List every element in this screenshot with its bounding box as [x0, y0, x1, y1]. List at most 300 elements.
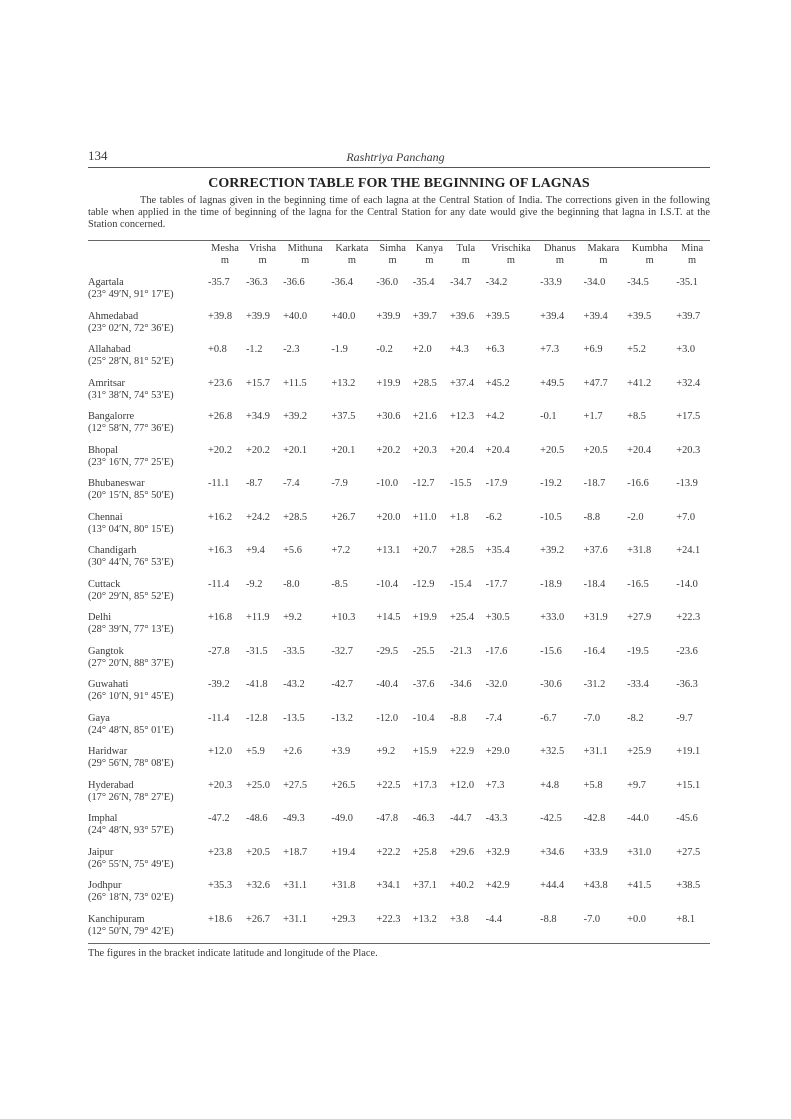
correction-value: -46.3 [412, 813, 435, 824]
station-name: Guwahati [88, 679, 129, 690]
correction-value: +20.7 [412, 545, 437, 556]
correction-value: +14.5 [376, 612, 401, 623]
correction-value: +39.7 [676, 310, 701, 322]
station-cell [88, 311, 206, 345]
correction-value: -41.8 [245, 679, 268, 690]
correction-value: +20.3 [208, 779, 233, 791]
correction-value: +34.1 [376, 880, 401, 891]
correction-value: +6.3 [485, 344, 505, 355]
correction-value: -33.4 [627, 679, 649, 690]
correction-value: -10.5 [540, 511, 562, 523]
correction-value: +23.6 [208, 377, 233, 389]
station-coordinates: (23° 02′N, 72° 36′E) [88, 322, 174, 334]
correction-value: +31.8 [627, 545, 652, 556]
correction-value: +20.5 [540, 444, 565, 456]
station-name: Jodhpur [88, 880, 122, 891]
column-header-kanya [411, 243, 448, 277]
correction-value: -21.3 [449, 645, 472, 657]
correction-value: +29.3 [331, 913, 356, 925]
correction-value: -36.3 [676, 679, 698, 690]
correction-value: +39.2 [540, 545, 565, 556]
station-coordinates: (28° 39′N, 77° 13′E) [88, 624, 174, 635]
correction-value: +39.5 [485, 310, 510, 322]
correction-value: +22.2 [376, 846, 401, 858]
correction-value: -8.7 [245, 478, 263, 489]
station-name: Gaya [88, 712, 110, 724]
correction-value: -44.7 [449, 813, 472, 824]
correction-value: +9.4 [245, 545, 265, 556]
correction-value: +45.2 [485, 377, 510, 389]
correction-value: +7.2 [331, 545, 351, 556]
correction-value: +9.2 [376, 746, 396, 757]
correction-value: +12.0 [449, 779, 475, 791]
station-coordinates: (29° 56′N, 78° 08′E) [88, 758, 174, 769]
correction-value: -33.9 [540, 277, 562, 288]
correction-value: +7.3 [485, 779, 505, 791]
column-name: Dhanus [544, 243, 576, 254]
correction-value: +37.4 [449, 377, 475, 389]
column-name: Vrischika [491, 243, 531, 254]
correction-value: -23.6 [676, 645, 698, 657]
column-unit: m [461, 255, 470, 266]
correction-value: +32.4 [676, 377, 701, 389]
correction-value: +5.8 [583, 779, 603, 791]
correction-value: +15.9 [412, 746, 437, 757]
correction-value: +39.2 [283, 411, 308, 422]
correction-value: +33.0 [540, 612, 565, 623]
correction-value: +3.9 [331, 746, 351, 757]
correction-value: -47.2 [208, 813, 230, 824]
station-coordinates: (30° 44′N, 76° 53′E) [88, 557, 174, 568]
correction-value: +20.2 [245, 444, 270, 456]
correction-value: +31.8 [331, 880, 356, 891]
station-name: Bhubaneswar [88, 478, 145, 489]
correction-value: -17.9 [485, 478, 508, 489]
correction-value: +20.1 [283, 444, 308, 456]
correction-value: +26.5 [331, 779, 356, 791]
station-name: Allahabad [88, 344, 131, 355]
correction-value: +39.7 [412, 310, 437, 322]
column-name: Tula [456, 243, 476, 254]
correction-value: +4.8 [540, 779, 560, 791]
station-coordinates: (23° 16′N, 77° 25′E) [88, 456, 174, 468]
station-name: Delhi [88, 612, 112, 623]
correction-value: +26.8 [208, 411, 233, 422]
correction-value: +19.9 [376, 377, 401, 389]
correction-value: -34.0 [583, 277, 606, 288]
correction-value: +37.1 [412, 880, 437, 891]
correction-value: +20.0 [376, 511, 401, 523]
station-name: Jaipur [88, 846, 114, 858]
correction-value: -43.2 [283, 679, 305, 690]
correction-value: +11.0 [412, 511, 437, 523]
correction-value: -6.2 [485, 511, 503, 523]
correction-value: +39.8 [208, 310, 233, 322]
correction-value: +39.4 [583, 310, 608, 322]
page-number: 134 [88, 148, 108, 163]
correction-value: +31.1 [583, 746, 608, 757]
column-header-mithuna [281, 243, 329, 277]
station-cell [88, 612, 206, 646]
table-row [88, 746, 710, 780]
correction-value: +28.5 [449, 545, 475, 556]
correction-value: +8.1 [676, 913, 696, 925]
table-row [88, 579, 710, 613]
column-unit: m [555, 255, 564, 266]
station-coordinates: (31° 38′N, 74° 53′E) [88, 389, 174, 401]
correction-value: +17.3 [412, 779, 437, 791]
correction-value: +8.5 [627, 411, 647, 422]
correction-value: +16.2 [208, 511, 233, 523]
correction-value: -8.8 [540, 913, 557, 925]
column-unit: m [388, 255, 397, 266]
city-column-header [88, 243, 206, 277]
correction-value: +18.7 [283, 846, 308, 858]
correction-value: +25.0 [245, 779, 270, 791]
correction-value: +20.4 [627, 444, 652, 456]
column-header-tula [448, 243, 484, 277]
correction-value: +31.1 [283, 913, 308, 925]
correction-value: +30.6 [376, 411, 401, 422]
station-cell [88, 914, 206, 948]
correction-value: +19.4 [331, 846, 356, 858]
station-name: Chennai [88, 511, 123, 523]
column-header-mesha [206, 243, 244, 277]
correction-value: +33.9 [583, 846, 608, 858]
correction-value: +22.9 [449, 746, 475, 757]
correction-value: +16.8 [208, 612, 233, 623]
station-name: Bangalorre [88, 411, 135, 422]
correction-value: -0.2 [376, 344, 393, 355]
correction-value: +20.3 [676, 444, 701, 456]
station-name: Ahmedabad [88, 310, 139, 322]
correction-value: +20.5 [583, 444, 608, 456]
correction-value: -11.4 [208, 712, 230, 724]
correction-value: -42.8 [583, 813, 606, 824]
correction-value: +30.5 [485, 612, 510, 623]
correction-value: -2.3 [283, 344, 300, 355]
table-row [88, 679, 710, 713]
correction-value: -42.5 [540, 813, 562, 824]
correction-value: -44.0 [627, 813, 649, 824]
station-cell [88, 411, 206, 445]
correction-value: -16.6 [627, 478, 649, 489]
station-coordinates: (13° 04′N, 80° 15′E) [88, 523, 174, 535]
correction-value: -8.0 [283, 578, 300, 590]
correction-value: +20.1 [331, 444, 356, 456]
station-coordinates: (12° 58′N, 77° 36′E) [88, 423, 174, 434]
correction-value: +18.6 [208, 913, 233, 925]
correction-value: +1.8 [449, 511, 469, 523]
correction-value: +28.5 [412, 377, 437, 389]
correction-value: -36.3 [245, 277, 268, 288]
intro-text: The tables of lagnas given in the beginning time of each lagna at the Central Station of India. The corrections given in the following table when applied in the time of beginning of the lagna for the Central Station for any date would give the beginning that lagna in I.S.T. at the Station concerned. [88, 195, 710, 230]
correction-value: +25.8 [412, 846, 437, 858]
column-unit: m [688, 255, 697, 266]
correction-value: -8.5 [331, 578, 348, 590]
correction-value: +22.3 [676, 612, 701, 623]
table-row [88, 344, 710, 378]
station-name: Bhopal [88, 444, 119, 456]
correction-value: -7.0 [583, 913, 601, 925]
correction-value: +20.2 [208, 444, 233, 456]
correction-value: +19.9 [412, 612, 437, 623]
station-cell [88, 746, 206, 780]
station-cell [88, 478, 206, 512]
table-row [88, 512, 710, 546]
column-unit: m [301, 255, 310, 266]
table-row [88, 612, 710, 646]
correction-value: -34.6 [449, 679, 472, 690]
correction-value: +27.9 [627, 612, 652, 623]
correction-value: +26.7 [331, 511, 356, 523]
column-name: Mithuna [287, 243, 323, 254]
correction-value: +6.9 [583, 344, 603, 355]
correction-value: -42.7 [331, 679, 353, 690]
correction-value: -15.4 [449, 578, 472, 590]
station-cell [88, 545, 206, 579]
column-name: Makara [587, 243, 620, 254]
station-coordinates: (23° 49′N, 91° 17′E) [88, 289, 174, 300]
correction-value: +29.0 [485, 746, 510, 757]
column-header-karkata [329, 243, 374, 277]
correction-value: -45.6 [676, 813, 698, 824]
column-header-makara [582, 243, 625, 277]
correction-value: -43.3 [485, 813, 508, 824]
correction-value: -49.0 [331, 813, 353, 824]
column-unit: m [220, 255, 230, 266]
correction-value: -34.5 [627, 277, 649, 288]
correction-value: +47.7 [583, 377, 608, 389]
correction-value: +23.8 [208, 846, 233, 858]
correction-value: -10.0 [376, 478, 399, 489]
page-title: CORRECTION TABLE FOR THE BEGINNING OF LAGNAS [208, 176, 590, 191]
correction-value: -18.4 [583, 578, 606, 590]
correction-value: -13.2 [331, 712, 353, 724]
correction-value: +3.0 [676, 344, 696, 355]
correction-value: -12.0 [376, 712, 399, 724]
correction-value: +44.4 [540, 880, 565, 891]
correction-value: +24.1 [676, 545, 701, 556]
correction-value: -8.8 [449, 712, 467, 724]
correction-value: -11.1 [208, 478, 230, 489]
correction-value: +11.5 [283, 377, 307, 389]
table-row [88, 713, 710, 747]
correction-value: +25.4 [449, 612, 475, 623]
correction-value: +49.5 [540, 377, 565, 389]
correction-value: +5.9 [245, 746, 265, 757]
correction-value: +40.0 [331, 310, 356, 322]
correction-value: +13.2 [331, 377, 356, 389]
correction-value: +20.2 [376, 444, 401, 456]
correction-value: -12.8 [245, 712, 268, 724]
correction-value: -8.2 [627, 712, 644, 724]
table-row [88, 646, 710, 680]
correction-value: +26.7 [245, 913, 270, 925]
correction-value: +27.5 [676, 846, 701, 858]
correction-value: +41.2 [627, 377, 652, 389]
correction-value: -16.4 [583, 645, 606, 657]
station-name: Chandigarh [88, 545, 137, 556]
intro-paragraph [88, 195, 710, 230]
column-name: Mina [681, 243, 704, 254]
table-row [88, 847, 710, 881]
correction-value: +27.5 [283, 779, 308, 791]
correction-value: -8.8 [583, 511, 601, 523]
header-rule [88, 167, 710, 168]
correction-value: -34.7 [449, 277, 472, 288]
correction-value: +1.7 [583, 411, 603, 422]
correction-value: +20.3 [412, 444, 437, 456]
correction-value: -36.6 [283, 277, 305, 288]
station-cell [88, 646, 206, 680]
table-top-rule [88, 240, 710, 241]
correction-value: -19.2 [540, 478, 562, 489]
correction-value: -34.2 [485, 277, 508, 288]
correction-value: +32.5 [540, 746, 565, 757]
correction-value: +19.1 [676, 746, 701, 757]
correction-value: +20.4 [449, 444, 475, 456]
correction-value: +21.6 [412, 411, 437, 422]
correction-value: -33.5 [283, 645, 305, 657]
station-name: Amritsar [88, 377, 125, 389]
column-name: Mesha [211, 243, 239, 254]
correction-value: +37.5 [331, 411, 356, 422]
correction-value: +11.9 [245, 612, 270, 623]
correction-value: +34.6 [540, 846, 565, 858]
correction-value: +20.5 [245, 846, 270, 858]
correction-value: -31.2 [583, 679, 606, 690]
correction-value: +39.5 [627, 310, 652, 322]
correction-value: +12.3 [449, 411, 475, 422]
station-coordinates: (24° 48′N, 85° 01′E) [88, 724, 174, 736]
station-name: Haridwar [88, 746, 128, 757]
station-cell [88, 378, 206, 412]
correction-value: -4.4 [485, 913, 503, 925]
correction-value: -1.9 [331, 344, 348, 355]
table-bottom-rule [88, 943, 710, 944]
station-coordinates: (17° 26′N, 78° 27′E) [88, 791, 174, 803]
correction-value: -1.2 [245, 344, 263, 355]
correction-value: +40.0 [283, 310, 308, 322]
correction-value: -17.7 [485, 578, 508, 590]
correction-value: -35.7 [208, 277, 230, 288]
correction-value: -11.4 [208, 578, 230, 590]
correction-value: -27.8 [208, 645, 230, 657]
column-header-vrischika [484, 243, 539, 277]
correction-value: -14.0 [676, 578, 698, 590]
correction-value: -36.4 [331, 277, 353, 288]
correction-value: -0.1 [540, 411, 557, 422]
column-name: Karkata [335, 243, 369, 254]
correction-value: -9.2 [245, 578, 263, 590]
correction-value: +39.4 [540, 310, 565, 322]
station-name: Imphal [88, 813, 118, 824]
correction-value: +25.9 [627, 746, 652, 757]
table-row [88, 813, 710, 847]
station-coordinates: (26° 10′N, 91° 45′E) [88, 691, 174, 702]
correction-value: +5.2 [627, 344, 647, 355]
correction-value: -35.1 [676, 277, 698, 288]
correction-value: +28.5 [283, 511, 308, 523]
station-cell [88, 579, 206, 613]
correction-value: +13.2 [412, 913, 437, 925]
station-name: Agartala [88, 277, 124, 288]
correction-value: +31.0 [627, 846, 652, 858]
table-row [88, 378, 710, 412]
correction-value: +38.5 [676, 880, 701, 891]
correction-value: +7.0 [676, 511, 696, 523]
correction-value: +9.2 [283, 612, 302, 623]
column-header-kumbha [625, 243, 674, 277]
correction-value: +2.6 [283, 746, 302, 757]
correction-value: +35.3 [208, 880, 233, 891]
station-cell [88, 344, 206, 378]
station-name: Gangtok [88, 645, 124, 657]
table-header-row [88, 243, 710, 277]
column-unit: m [506, 255, 515, 266]
correction-value: -7.4 [283, 478, 300, 489]
correction-value: -7.4 [485, 712, 503, 724]
correction-value: +9.7 [627, 779, 647, 791]
column-name: Kumbha [631, 243, 668, 254]
station-cell [88, 813, 206, 847]
running-title: Rashtriya Panchang [346, 150, 445, 164]
correction-value: -15.5 [449, 478, 472, 489]
correction-value: -7.9 [331, 478, 348, 489]
correction-value: -37.6 [412, 679, 435, 690]
correction-value: -7.0 [583, 712, 601, 724]
correction-value: +42.9 [485, 880, 510, 891]
column-name: Simha [379, 243, 406, 254]
table-row [88, 277, 710, 311]
correction-value: -12.7 [412, 478, 435, 489]
correction-value: +39.9 [376, 310, 401, 322]
correction-value: +16.3 [208, 545, 233, 556]
correction-value: +20.4 [485, 444, 510, 456]
correction-value: -30.6 [540, 679, 562, 690]
correction-value: -9.7 [676, 712, 693, 724]
correction-value: -49.3 [283, 813, 305, 824]
correction-value: +4.3 [449, 344, 469, 355]
correction-value: +10.3 [331, 612, 356, 623]
station-cell [88, 445, 206, 479]
table-body [88, 277, 710, 947]
table-row [88, 478, 710, 512]
correction-value: +22.3 [376, 913, 401, 925]
correction-value: +4.2 [485, 411, 505, 422]
station-coordinates: (20° 29′N, 85° 52′E) [88, 590, 174, 602]
correction-value: +17.5 [676, 411, 701, 422]
station-cell [88, 679, 206, 713]
correction-value: +3.8 [449, 913, 469, 925]
correction-value: +39.9 [245, 310, 270, 322]
correction-value: +34.9 [245, 411, 270, 422]
table-row [88, 311, 710, 345]
station-coordinates: (27° 20′N, 88° 37′E) [88, 657, 174, 669]
station-cell [88, 847, 206, 881]
station-cell [88, 780, 206, 814]
station-cell [88, 880, 206, 914]
correction-value: -40.4 [376, 679, 399, 690]
correction-value: +35.4 [485, 545, 510, 556]
station-coordinates: (24° 48′N, 93° 57′E) [88, 825, 174, 836]
column-unit: m [347, 255, 356, 266]
correction-value: +43.8 [583, 880, 608, 891]
station-coordinates: (25° 28′N, 81° 52′E) [88, 356, 174, 367]
correction-value: +13.1 [376, 545, 401, 556]
footnote: The figures in the bracket indicate latitude and longitude of the Place. [88, 948, 378, 959]
